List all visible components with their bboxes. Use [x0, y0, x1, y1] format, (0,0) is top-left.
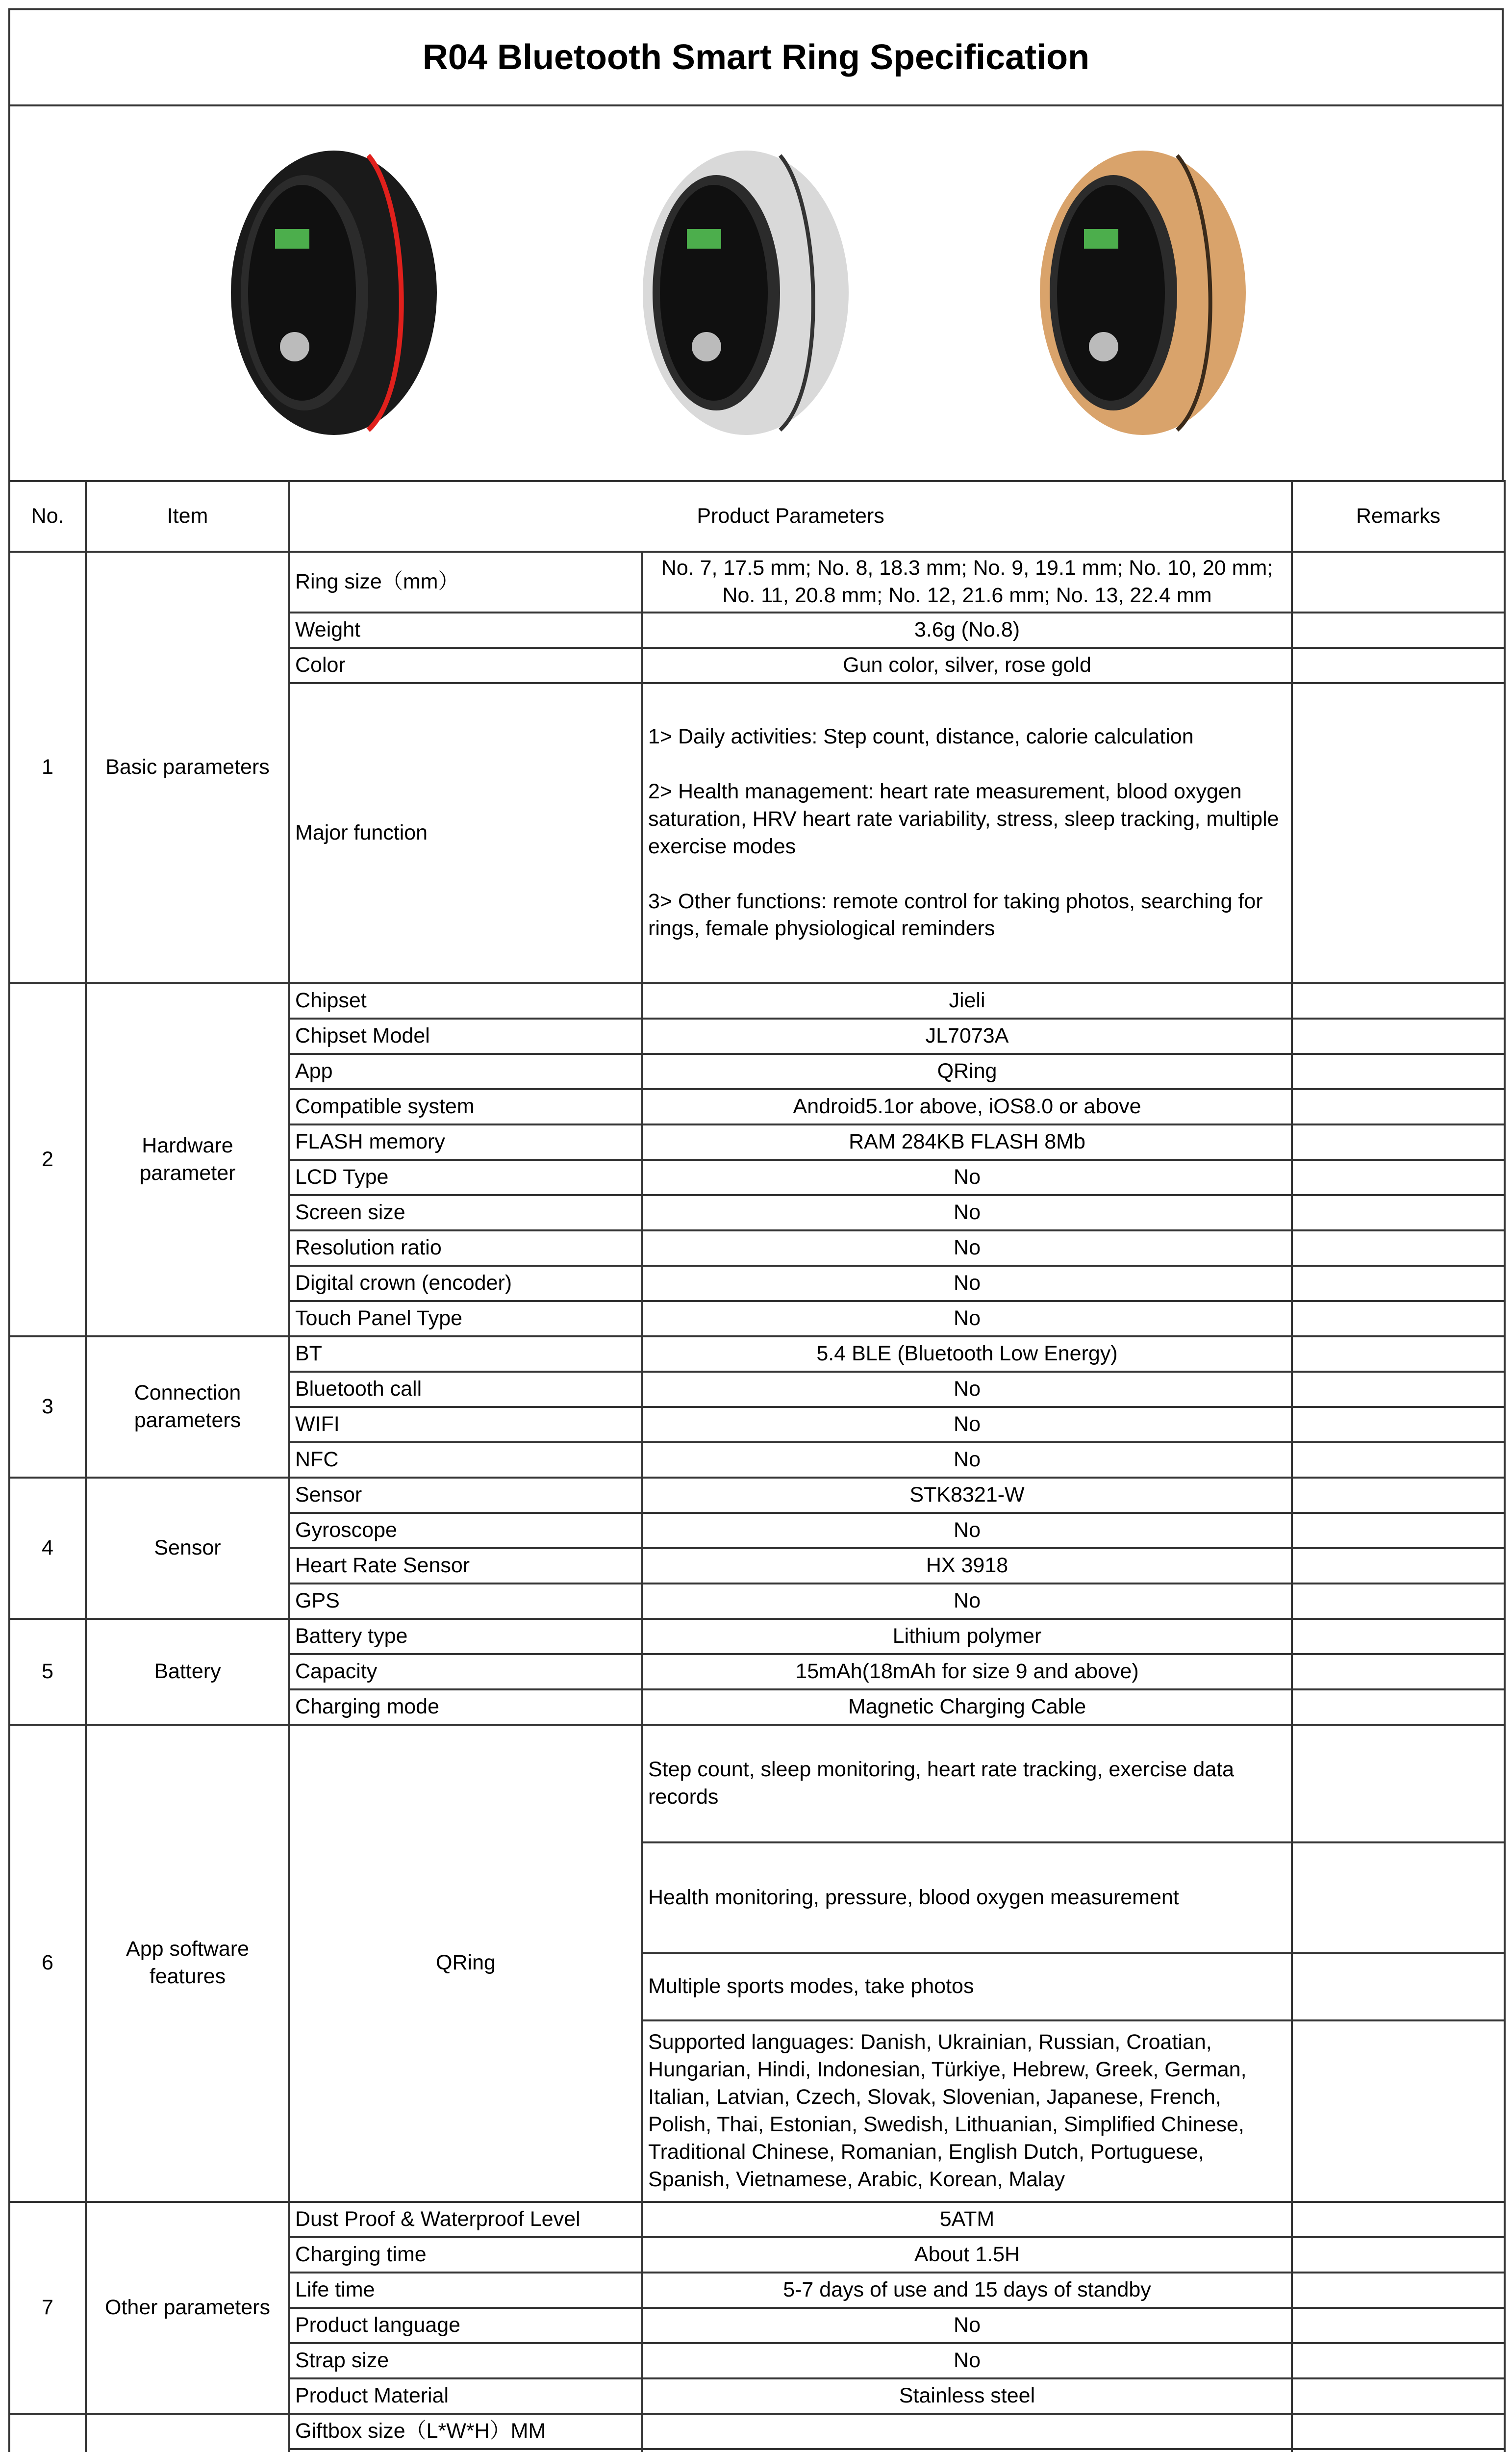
param-label: Bluetooth call [289, 1372, 642, 1407]
param-label: Chipset [289, 983, 642, 1019]
param-value: Gun color, silver, rose gold [642, 648, 1292, 683]
remarks-cell [1292, 648, 1505, 683]
section-item [86, 2414, 289, 2452]
remarks-cell [1292, 2237, 1505, 2273]
table-row [9, 552, 1505, 613]
param-value: STK8321-W [642, 1478, 1292, 1513]
remarks-cell [1292, 1654, 1505, 1689]
header-params: Product Parameters [289, 481, 1292, 552]
spec-table [8, 480, 1506, 2452]
section-number: 4 [9, 1478, 86, 1619]
param-label: FLASH memory [289, 1124, 642, 1160]
param-label: LCD Type [289, 1160, 642, 1195]
remarks-cell [1292, 1230, 1505, 1266]
param-label: Compatible system [289, 1089, 642, 1124]
table-row [9, 2414, 1505, 2449]
param-label: Chipset Model [289, 1019, 642, 1054]
param-value: No [642, 1266, 1292, 1301]
function-description: 1> Daily activities: Step count, distance, calorie calculation [648, 725, 1194, 749]
param-label: WIFI [289, 1407, 642, 1442]
param-value: No [642, 1230, 1292, 1266]
remarks-cell [1292, 1160, 1505, 1195]
remarks-cell [1292, 2202, 1505, 2237]
param-value: RAM 284KB FLASH 8Mb [642, 1124, 1292, 1160]
remarks-cell [1292, 1478, 1505, 1513]
param-label: Sensor [289, 1478, 642, 1513]
param-value: 3.6g (No.8) [642, 613, 1292, 648]
param-value: No [642, 1442, 1292, 1478]
section-number [9, 2414, 86, 2452]
param-value [642, 2414, 1292, 2449]
section-item: Basic parameters [86, 552, 289, 983]
param-label: Heart Rate Sensor [289, 1548, 642, 1584]
param-label: Giftbox size（L*W*H）MM [289, 2414, 642, 2449]
gold-ring-image [1030, 141, 1256, 445]
remarks-cell [1292, 1124, 1505, 1160]
section-number: 6 [9, 1725, 86, 2202]
param-label: Life time [289, 2273, 642, 2308]
remarks-cell [1292, 2414, 1505, 2449]
param-value: 5-7 days of use and 15 days of standby [642, 2273, 1292, 2308]
param-label: Digital crown (encoder) [289, 1266, 642, 1301]
param-label: Charging mode [289, 1689, 642, 1725]
remarks-cell [1292, 1407, 1505, 1442]
param-value: Jieli [642, 983, 1292, 1019]
param-value [642, 2449, 1292, 2452]
param-label: BT [289, 1336, 642, 1372]
remarks-cell [1292, 1725, 1505, 1842]
param-label: GPS [289, 1584, 642, 1619]
table-header-row [9, 481, 1505, 552]
header-no: No. [9, 481, 86, 552]
remarks-cell [1292, 2273, 1505, 2308]
section-number: 7 [9, 2202, 86, 2414]
param-value: Android5.1or above, iOS8.0 or above [642, 1089, 1292, 1124]
section-number: 1 [9, 552, 86, 983]
remarks-cell [1292, 1584, 1505, 1619]
param-value: HX 3918 [642, 1548, 1292, 1584]
param-value: No [642, 1372, 1292, 1407]
param-label: Gyroscope [289, 1513, 642, 1548]
remarks-cell [1292, 2449, 1505, 2452]
section-item: App software features [86, 1725, 289, 2202]
remarks-cell [1292, 1842, 1505, 1953]
param-value: No [642, 1584, 1292, 1619]
param-value: No. 7, 17.5 mm; No. 8, 18.3 mm; No. 9, 19.1 mm; No. 10, 20 mm; No. 11, 20.8 mm; No. 12, 21.6 mm; No. 13, 22.4 mm [642, 552, 1292, 613]
spec-sheet [8, 8, 1504, 2452]
param-label: Product Material [289, 2378, 642, 2414]
remarks-cell [1292, 1336, 1505, 1372]
param-value: QRing [642, 1054, 1292, 1089]
param-label: Strap size [289, 2343, 642, 2378]
remarks-cell [1292, 2378, 1505, 2414]
table-row [9, 1478, 1505, 1513]
feature-description: Health monitoring, pressure, blood oxygen measurement [642, 1842, 1292, 1953]
table-row [9, 1336, 1505, 1372]
section-number: 2 [9, 983, 86, 1336]
header-remarks: Remarks [1292, 481, 1505, 552]
remarks-cell [1292, 1301, 1505, 1336]
table-row [9, 1619, 1505, 1654]
table-row [9, 2202, 1505, 2237]
param-label: Dust Proof & Waterproof Level [289, 2202, 642, 2237]
param-value: 5.4 BLE (Bluetooth Low Energy) [642, 1336, 1292, 1372]
remarks-cell [1292, 683, 1505, 983]
param-value: 15mAh(18mAh for size 9 and above) [642, 1654, 1292, 1689]
param-label: Screen size [289, 1195, 642, 1230]
remarks-cell [1292, 613, 1505, 648]
remarks-cell [1292, 1372, 1505, 1407]
table-row [9, 1725, 1505, 1842]
table-row [9, 983, 1505, 1019]
param-value: No [642, 1301, 1292, 1336]
param-value: Stainless steel [642, 2378, 1292, 2414]
remarks-cell [1292, 1089, 1505, 1124]
param-label: Weight [289, 613, 642, 648]
param-value: No [642, 1513, 1292, 1548]
remarks-cell [1292, 1619, 1505, 1654]
feature-description: Supported languages: Danish, Ukrainian, Russian, Croatian, Hungarian, Hindi, Indonesian, Türkiye, Hebrew, Greek, German, Italian, Latvian, Czech, Slovak, Slovenian, Japanese, French, Polish, Thai, Estonian, Swedish, Lithuanian, Simplified Chinese, Traditional Chinese, Romanian, English Dutch, Portuguese, Spanish, Vietnamese, Arabic, Korean, Malay [642, 2020, 1292, 2202]
param-value: About 1.5H [642, 2237, 1292, 2273]
param-label [289, 2449, 642, 2452]
black-ring-image [221, 141, 447, 445]
app-name: QRing [289, 1725, 642, 2202]
remarks-cell [1292, 1266, 1505, 1301]
remarks-cell [1292, 1548, 1505, 1584]
product-images [8, 104, 1504, 482]
remarks-cell [1292, 1195, 1505, 1230]
remarks-cell [1292, 2343, 1505, 2378]
param-value: 5ATM [642, 2202, 1292, 2237]
param-value [642, 683, 1292, 983]
function-description: 3> Other functions: remote control for taking photos, searching for rings, female physiological reminders [648, 889, 1263, 941]
param-value: Magnetic Charging Cable [642, 1689, 1292, 1725]
param-value: No [642, 1160, 1292, 1195]
section-number: 5 [9, 1619, 86, 1725]
param-label: Color [289, 648, 642, 683]
remarks-cell [1292, 1689, 1505, 1725]
section-item: Sensor [86, 1478, 289, 1619]
param-value: No [642, 2343, 1292, 2378]
remarks-cell [1292, 1513, 1505, 1548]
section-number: 3 [9, 1336, 86, 1478]
section-item: Connection parameters [86, 1336, 289, 1478]
param-label: Resolution ratio [289, 1230, 642, 1266]
param-label: NFC [289, 1442, 642, 1478]
section-item: Hardware parameter [86, 983, 289, 1336]
remarks-cell [1292, 983, 1505, 1019]
section-item: Other parameters [86, 2202, 289, 2414]
param-label: Charging time [289, 2237, 642, 2273]
page-title: R04 Bluetooth Smart Ring Specification [8, 8, 1504, 106]
remarks-cell [1292, 552, 1505, 613]
remarks-cell [1292, 2308, 1505, 2343]
remarks-cell [1292, 1442, 1505, 1478]
param-value: No [642, 2308, 1292, 2343]
param-value: Lithium polymer [642, 1619, 1292, 1654]
param-label: App [289, 1054, 642, 1089]
remarks-cell [1292, 2020, 1505, 2202]
param-label: Battery type [289, 1619, 642, 1654]
feature-description: Step count, sleep monitoring, heart rate tracking, exercise data records [642, 1725, 1292, 1842]
param-label: Touch Panel Type [289, 1301, 642, 1336]
header-item: Item [86, 481, 289, 552]
remarks-cell [1292, 1019, 1505, 1054]
remarks-cell [1292, 1054, 1505, 1089]
param-label: Ring size（mm） [289, 552, 642, 613]
param-value: JL7073A [642, 1019, 1292, 1054]
silver-ring-image [633, 141, 858, 445]
remarks-cell [1292, 1953, 1505, 2020]
feature-description: Multiple sports modes, take photos [642, 1953, 1292, 2020]
section-item: Battery [86, 1619, 289, 1725]
param-value: No [642, 1407, 1292, 1442]
param-label: Product language [289, 2308, 642, 2343]
param-label: Major function [289, 683, 642, 983]
param-label: Capacity [289, 1654, 642, 1689]
function-description: 2> Health management: heart rate measurement, blood oxygen saturation, HRV heart rate variability, stress, sleep tracking, multiple exercise modes [648, 780, 1279, 858]
param-value: No [642, 1195, 1292, 1230]
